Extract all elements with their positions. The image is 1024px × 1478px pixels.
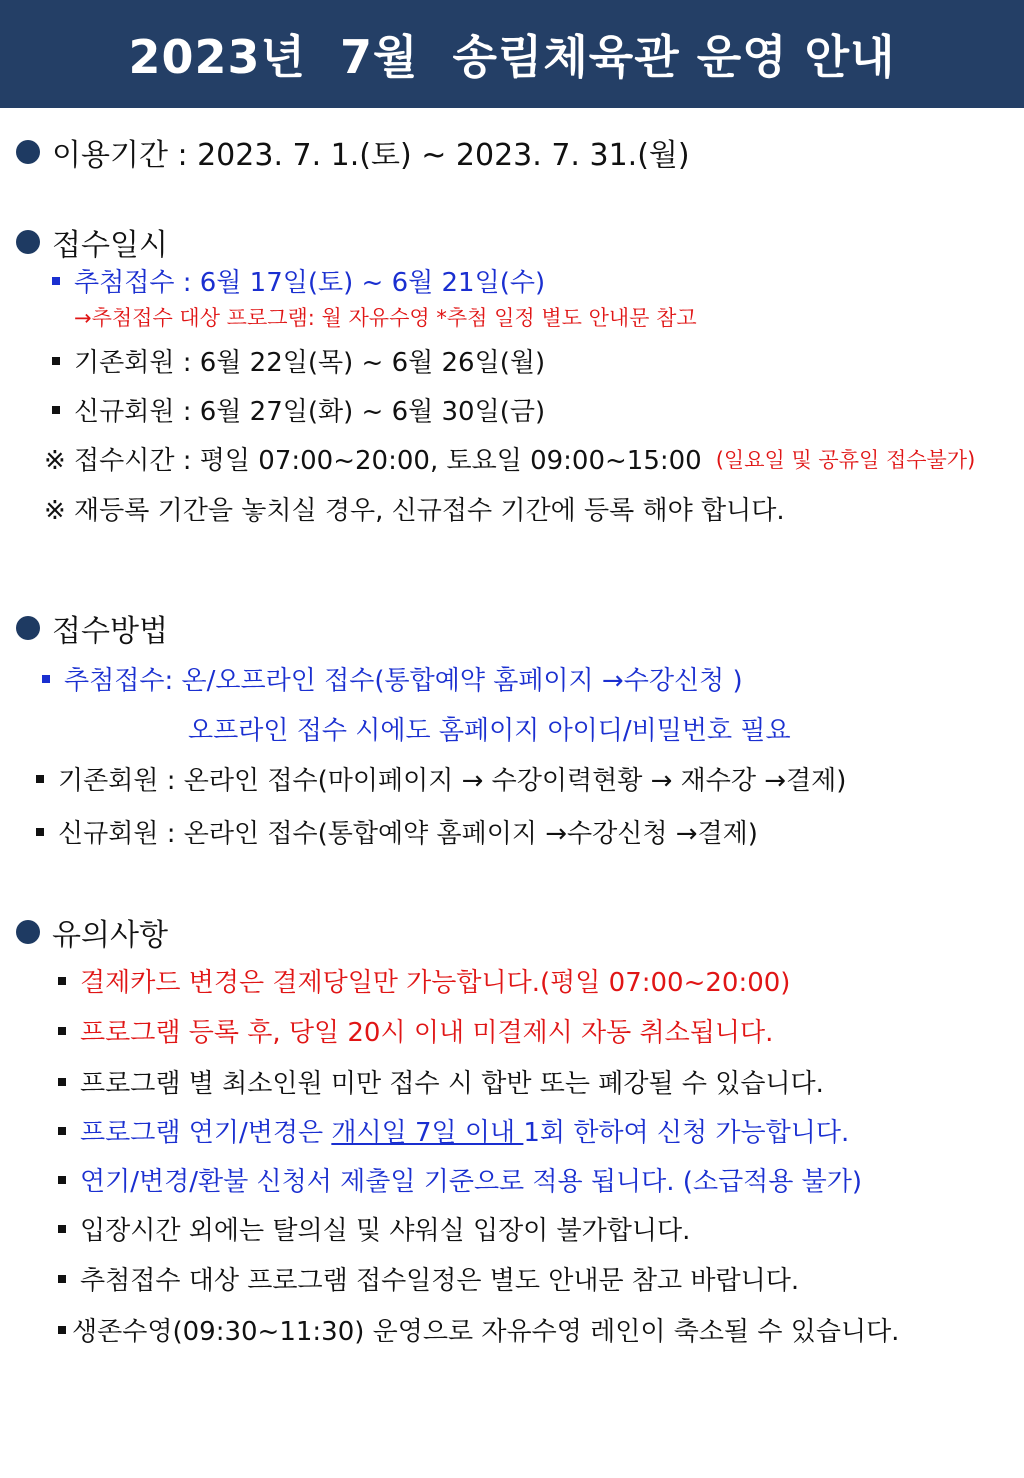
notes-heading: 유의사항 [52,918,168,953]
bullet-circle-icon [16,616,40,640]
header-banner [0,0,1024,108]
reception-hours-row [44,440,975,477]
bullet-square-icon [58,977,66,985]
notes-item-6-text: 입장시간 외에는 탈의실 및 샤워실 입장이 불가합니다. [80,1216,691,1246]
bullet-circle-icon [16,140,40,164]
method-new: 신규회원 : 온라인 접수(통합예약 홈페이지 →수강신청 →결제) [58,819,758,849]
period-text: 이용기간 : 2023. 7. 1.(토) ~ 2023. 7. 31.(월) [52,138,690,173]
bullet-square-icon [52,406,60,414]
notes-item-4-text-a: 프로그램 연기/변경은 [80,1118,332,1148]
notes-item-8 [58,1311,899,1348]
bullet-square-icon [58,1078,66,1086]
notes-item-1 [58,962,790,999]
bullet-square-icon [58,1027,66,1035]
bullet-square-icon [58,1225,66,1233]
bullet-square-icon [42,675,50,683]
reception-existing: 기존회원 : 6월 22일(목) ~ 6월 26일(월) [74,348,546,378]
method-new-row [36,813,758,850]
bullet-square-icon [58,1326,66,1334]
method-heading-row [16,606,168,650]
method-lottery-note: 오프라인 접수 시에도 홈페이지 아이디/비밀번호 필요 [188,716,791,746]
reception-hours: ※ 접수시간 : 평일 07:00~20:00, 토요일 09:00~15:00 [44,446,702,476]
reception-heading-row [16,220,168,264]
reception-new: 신규회원 : 6월 27일(화) ~ 6월 30일(금) [74,397,546,427]
notes-item-3 [58,1063,824,1100]
method-existing: 기존회원 : 온라인 접수(마이페이지 → 수강이력현황 → 재수강 →결제) [58,766,847,796]
reception-reregister: ※ 재등록 기간을 놓치실 경우, 신규접수 기간에 등록 해야 합니다. [44,496,785,526]
bullet-square-icon [52,357,60,365]
period-row [16,130,690,174]
notes-item-2-text: 프로그램 등록 후, 당일 20시 이내 미결제시 자동 취소됩니다. [80,1018,774,1048]
reception-heading: 접수일시 [52,228,168,263]
notes-item-3-text: 프로그램 별 최소인원 미만 접수 시 합반 또는 폐강될 수 있습니다. [80,1069,824,1099]
page-title: 2023년 7월 송림체육관 운영 안내 [128,30,896,84]
notes-item-4-underlined: 개시일 7일 이내 [331,1118,524,1148]
reception-new-row [52,391,545,428]
notes-item-7 [58,1260,799,1297]
bullet-square-icon [58,1127,66,1135]
notes-item-5 [58,1161,862,1198]
notes-item-4-text-c: 1회 한하여 신청 가능합니다. [523,1118,850,1148]
bullet-square-icon [58,1275,66,1283]
method-lottery: 추첨접수: 온/오프라인 접수(통합예약 홈페이지 →수강신청 ) [64,666,743,696]
method-heading: 접수방법 [52,614,168,649]
reception-lottery-note: →추첨접수 대상 프로그램: 월 자유수영 *추첨 일정 별도 안내문 참고 [74,306,697,330]
notes-item-7-text: 추첨접수 대상 프로그램 접수일정은 별도 안내문 참고 바랍니다. [80,1266,800,1296]
bullet-square-icon [58,1176,66,1184]
notes-heading-row [16,910,168,954]
reception-hours-note: (일요일 및 공휴일 접수불가) [715,447,976,472]
bullet-square-icon [36,828,44,836]
reception-lottery: 추첨접수 : 6월 17일(토) ~ 6월 21일(수) [74,268,546,298]
bullet-circle-icon [16,230,40,254]
method-existing-row [36,760,846,797]
method-lottery-row [42,660,743,697]
reception-lottery-row [52,262,545,299]
notes-item-4 [58,1112,849,1149]
notes-item-5-text: 연기/변경/환불 신청서 제출일 기준으로 적용 됩니다. (소급적용 불가) [80,1167,863,1197]
bullet-square-icon [52,277,60,285]
notes-item-1-text: 결제카드 변경은 결제당일만 가능합니다.(평일 07:00~20:00) [80,968,791,998]
bullet-circle-icon [16,920,40,944]
reception-existing-row [52,342,545,379]
notes-item-2 [58,1012,773,1049]
notes-item-8-text: 생존수영(09:30~11:30) 운영으로 자유수영 레인이 축소될 수 있습니다. [72,1317,900,1347]
notes-item-6 [58,1210,690,1247]
bullet-square-icon [36,775,44,783]
